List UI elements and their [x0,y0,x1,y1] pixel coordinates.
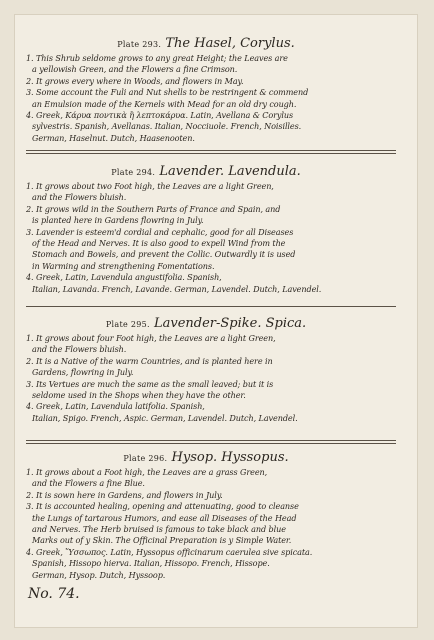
text-line: 4. Greek, Latin, Lavendula angustifolia. Spanish, [26,272,222,283]
section-divider [26,440,396,444]
text-line: and Nerves. The Herb bruised is famous to take black and blue [32,524,286,535]
text-line: and the Flowers bluish. [32,344,127,355]
text-line: Italian, Lavanda. French, Lavande. German, Lavendel. Dutch, Lavendel. [32,283,322,294]
plate-heading: Lavender-Spike. Spica. [153,316,307,331]
text-line: German, Hysop. Dutch, Hyssoop. [32,569,166,580]
plate-title [26,450,386,467]
text-line: 4. Greek, Latin, Lavendula latifolia. Spanish, [26,401,205,412]
text-line: 3. It is accounted healing, opening and attenuating, good to cleanse [26,501,299,512]
text-line: Gardens, flowring in July. [32,367,134,378]
text-line: 3. Lavender is esteem'd cordial and cephalic, good for all Diseases [26,226,294,237]
text-line: Spanish, Hissopo hierva. Italian, Hissopo. French, Hissope. [32,558,270,569]
text-line: Stomach and Bowels, and prevent the Collic. Outwardly it is used [32,249,296,260]
plate-296 [26,450,386,581]
text-line: sylvestris. Spanish, Avellanas. Italian, Nocciuole. French, Noisilles. [32,121,302,132]
text-line: an Emulsion made of the Kernels with Mead for an old dry cough. [32,98,297,109]
plate-number: Plate 294. [111,168,156,177]
text-line: German, Haselnut. Dutch, Haasenooten. [32,132,195,143]
text-line: and the Flowers a fine Blue. [32,478,145,489]
page-number: No. 74. [28,586,80,602]
text-line: the Lungs of tartarous Humors, and ease all Diseases of the Head [32,512,297,523]
plate-number: Plate 295. [105,320,150,329]
text-line: 2. It is a Native of the warm Countries, and is planted here in [26,355,273,366]
text-line: 3. Its Vertues are much the same as the small leaved; but it is [26,378,274,389]
plate-title [26,164,386,181]
plate-295 [26,316,386,424]
plate-heading: Lavender. Lavendula. [159,164,301,179]
plate-number: Plate 296. [123,454,168,463]
text-line: 1. It grows about a Foot high, the Leaves are a grass Green, [26,467,268,477]
text-line: 1. This Shrub seldome grows to any great Height; the Leaves are [26,53,288,63]
text-line: is planted here in Gardens flowring in July. [32,215,204,226]
text-line: seldome used in the Shops when they have the other. [32,390,246,401]
plate-heading: The Hasel, Corylus. [165,36,295,51]
plate-title [26,36,386,53]
plate-294 [26,164,386,295]
text-line: of the Head and Nerves. It is also good to expell Wind from the [32,238,286,249]
text-line: 1. It grows about four Foot high, the Leaves are a light Green, [26,333,276,343]
text-line: Italian, Spigo. French, Aspic. German, Lavendel. Dutch, Lavendel. [32,412,298,423]
text-line: 2. It is sown here in Gardens, and flowers in July. [26,489,223,500]
text-line: 1. It grows about two Foot high, the Leaves are a light Green, [26,181,274,191]
text-line: 2. It grows every where in Woods, and flowers in May. [26,75,244,86]
plate-title [26,316,386,333]
section-divider [26,306,396,307]
plate-number: Plate 293. [117,40,162,49]
text-line: 4. Greek, Κάρυα ποντικὰ ἢ λεπτοκάρυα. Latin, Avellana & Corylus [26,110,294,121]
section-divider [26,150,396,154]
text-line: in Warming and strengthening Fomentations. [32,260,215,271]
text-line: and the Flowers bluish. [32,192,127,203]
plate-293 [26,36,386,144]
text-line: 4. Greek, Ὕσσωπος. Latin, Hyssopus officinarum caerulea sive spicata. [26,546,313,557]
text-line: a yellowish Green, and the Flowers a fine Crimson. [32,64,238,75]
text-line: 3. Some account the Fuli and Nut shells to be restringent & commend [26,87,309,98]
text-line: Marks out of y Skin. The Officinal Preparation is y Simple Water. [32,535,292,546]
plate-heading: Hysop. Hyssopus. [171,450,289,465]
text-line: 2. It grows wild in the Southern Parts of France and Spain, and [26,203,281,214]
